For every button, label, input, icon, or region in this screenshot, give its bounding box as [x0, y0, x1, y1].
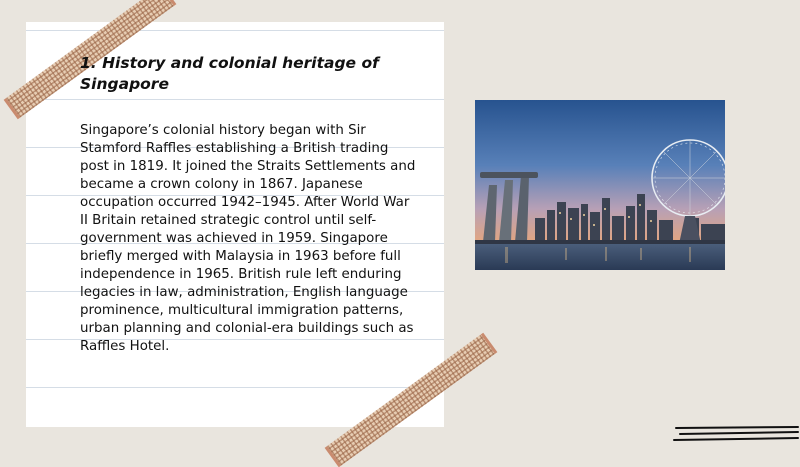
singapore-skyline-photo	[475, 100, 725, 270]
slide-body-text: Singapore’s colonial history began with Sir Stamford Raffles establishing a British trading post in 1819. It joined the Straits Settlements and became a crown colony in 1867. Japanese occupation occurred 1942–1945. After World War II Britain retained strategic control until self-government was achieved in 1959. Singapore briefly merged with Malaysia in 1963 before full independence in 1965. British rule left enduring legacies in law, administration, English language prominence, multicultural immigration patterns, urban planning and colonial-era buildings such as Raffles Hotel.	[80, 123, 416, 354]
decorative-lines	[670, 418, 800, 448]
slide-title: 1. History and colonial heritage of Singapore	[80, 54, 379, 93]
